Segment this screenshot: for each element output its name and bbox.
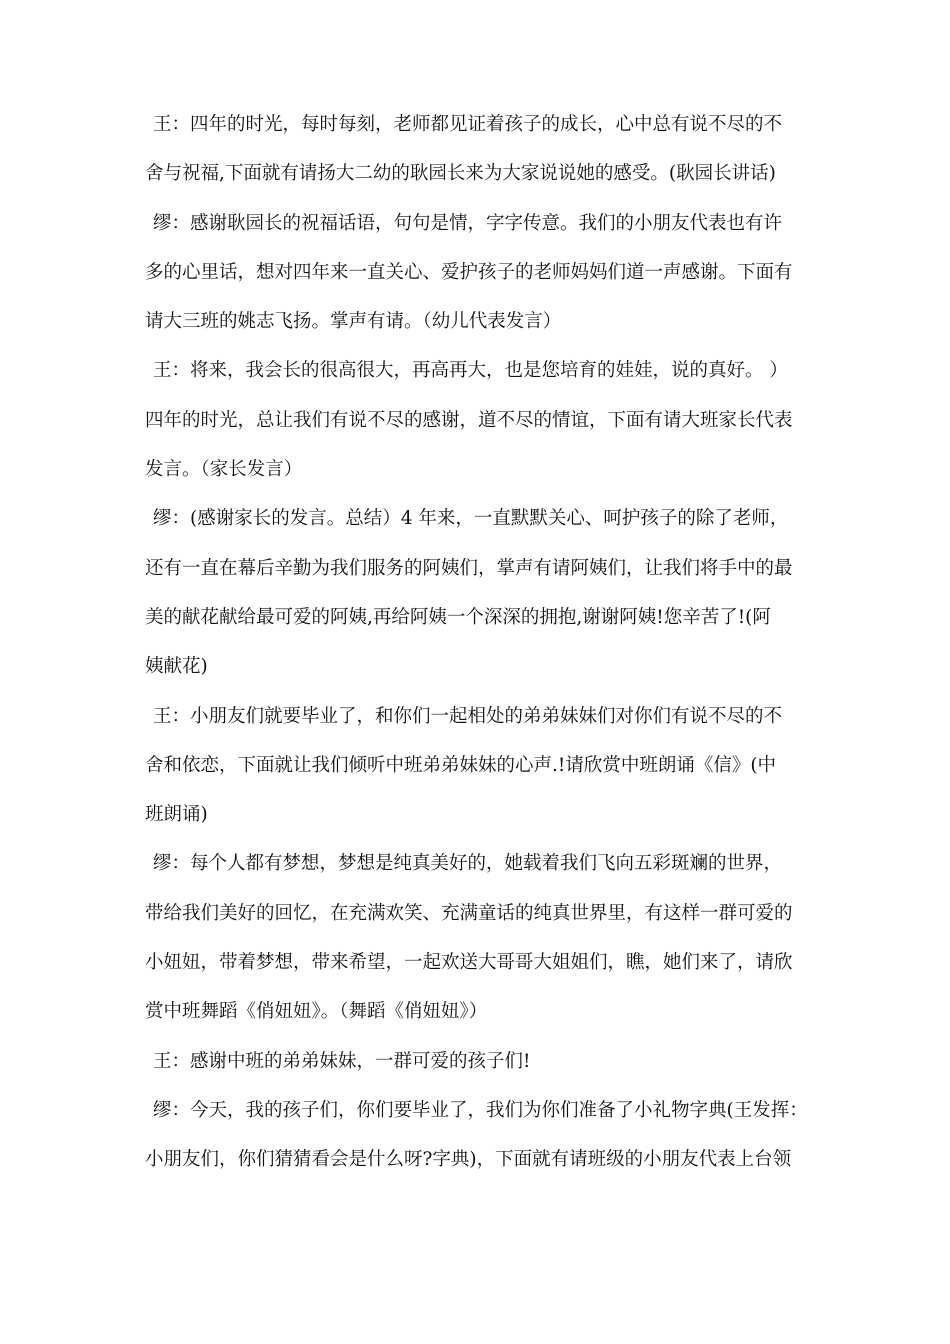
paragraph-line: 美的献花献给最可爱的阿姨,再给阿姨一个深深的拥抱,谢谢阿姨!您辛苦了!(阿 xyxy=(145,606,771,628)
paragraph-line: 王：小朋友们就要毕业了，和你们一起相处的弟弟妹妹们对你们有说不尽的不 xyxy=(153,705,783,727)
paragraph-line: 王：四年的时光，每时每刻，老师都见证着孩子的成长，心中总有说不尽的不 xyxy=(153,114,783,135)
paragraph-line: 带给我们美好的回忆，在充满欢笑、充满童话的纯真世界里，有这样一群可爱的 xyxy=(145,902,793,924)
paragraph-line: 小朋友们，你们猜猜看会是什么呀?字典)，下面就有请班级的小朋友代表上台领 xyxy=(145,1149,792,1171)
paragraph-line: 班朗诵) xyxy=(145,804,208,826)
paragraph-line: 多的心里话，想对四年来一直关心、爱护孩子的老师妈妈们道一声感谢。下面有 xyxy=(145,261,793,283)
paragraph-line: 四年的时光，总让我们有说不尽的感谢，道不尽的情谊，下面有请大班家长代表 xyxy=(145,409,793,431)
paragraph-line: 缪：(感谢家长的发言。总结）4 年来，一直默默关心、呵护孩子的除了老师， xyxy=(153,508,789,530)
paragraph-line: 缪：感谢耿园长的祝福话语，句句是情，字字传意。我们的小朋友代表也有许 xyxy=(153,212,783,234)
paragraph-line: 王：感谢中班的弟弟妹妹，一群可爱的孩子们! xyxy=(153,1050,531,1072)
paragraph-line: 缪：今天，我的孩子们，你们要毕业了，我们为你们准备了小礼物字典(王发挥： xyxy=(153,1099,808,1121)
paragraph-line: 姨献花) xyxy=(145,656,208,678)
paragraph-line: 小妞妞，带着梦想，带来希望，一起欢送大哥哥大姐姐们，瞧，她们来了，请欣 xyxy=(145,952,793,974)
paragraph-line: 舍与祝福,下面就有请扬大二幼的耿园长来为大家说说她的感受。(耿园长讲话) xyxy=(145,163,776,185)
paragraph-line: 王：将来，我会长的很高很大，再高再大，也是您培育的娃娃，说的真好。 ） xyxy=(153,360,788,382)
paragraph-line: 发言。（家长发言） xyxy=(145,459,303,481)
paragraph-line: 赏中班舞蹈《俏妞妞》。（舞蹈《俏妞妞》） xyxy=(145,1001,488,1023)
paragraph-line: 还有一直在幕后辛勤为我们服务的阿姨们，掌声有请阿姨们，让我们将手中的最 xyxy=(145,557,793,579)
document-body xyxy=(145,100,825,1185)
paragraph-line: 请大三班的姚志飞扬。掌声有请。（幼儿代表发言） xyxy=(145,311,562,333)
paragraph-line: 缪：每个人都有梦想，梦想是纯真美好的，她载着我们飞向五彩斑斓的世界， xyxy=(153,853,783,875)
paragraph-line: 舍和依恋，下面就让我们倾听中班弟弟妹妹的心声.!请欣赏中班朗诵《信》(中 xyxy=(145,754,777,776)
